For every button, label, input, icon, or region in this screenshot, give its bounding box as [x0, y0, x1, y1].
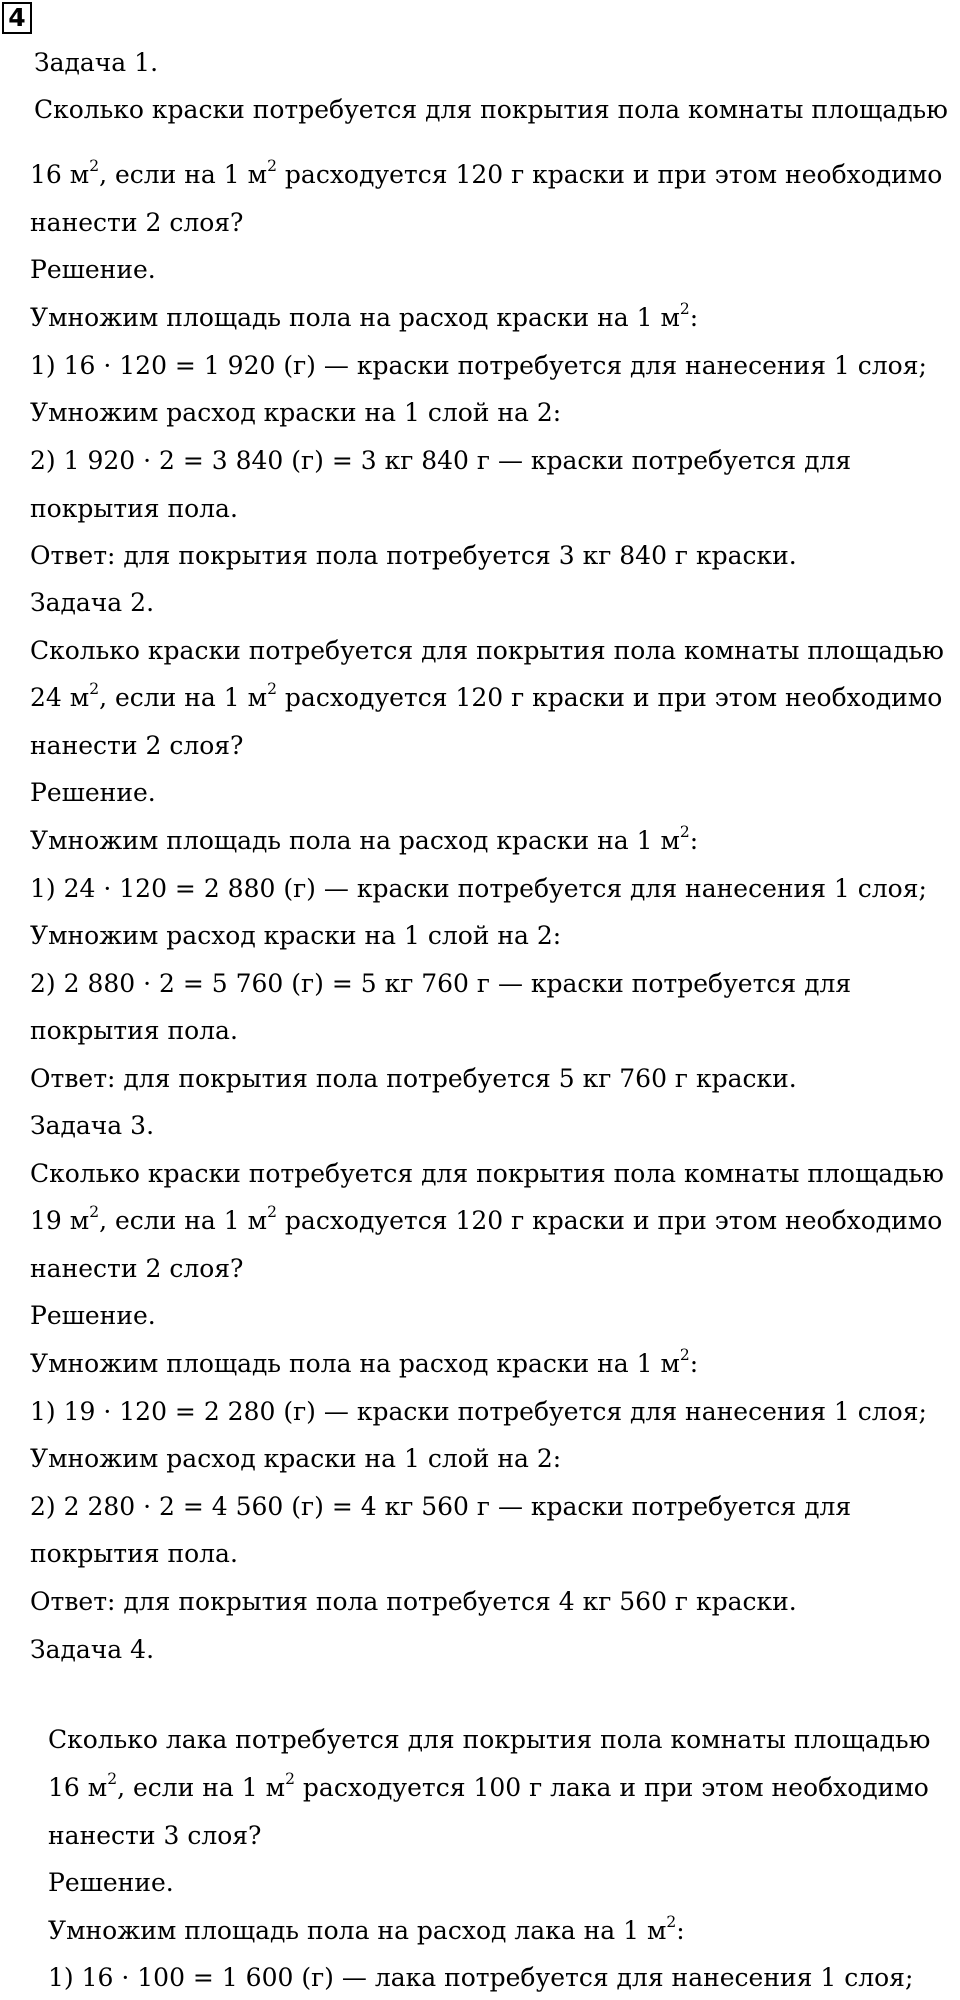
task-4-step-1: 1) 16 · 100 = 1 600 (г) — лака потребуется для нанесения 1 слоя; [48, 1963, 914, 1992]
task-3-solution-label: Решение. [30, 1301, 156, 1330]
task-2-step-2-continued: покрытия пола. [30, 1016, 238, 1045]
task-1-step-2: 2) 1 920 · 2 = 3 840 (г) = 3 кг 840 г — краски потребуется для [30, 446, 852, 475]
task-4-title: Задача 4. [30, 1635, 155, 1664]
task-1-question-line-1: Сколько краски потребуется для покрытия пола комнаты площадью [34, 95, 948, 124]
task-3-question-line-1: Сколько краски потребуется для покрытия пола комнаты площадью [30, 1159, 944, 1188]
task-1-title: Задача 1. [34, 48, 159, 77]
task-1-step-1: 1) 16 · 120 = 1 920 (г) — краски потребуется для нанесения 1 слоя; [30, 351, 927, 380]
task-1-question-line-3: нанести 2 слоя? [30, 208, 244, 237]
task-3-answer: Ответ: для покрытия пола потребуется 4 кг 560 г краски. [30, 1587, 797, 1616]
task-1-solution-intro: Умножим площадь пола на расход краски на 1 $м^2$: [30, 300, 699, 332]
task-1-question-line-2: 16 $м^2$, если на 1 $м^2$ расходуется 120 г краски и при этом необходимо [30, 157, 943, 189]
task-2-solution-step-intro: Умножим расход краски на 1 слой на 2: [30, 921, 562, 950]
task-number-badge: 4 [2, 2, 32, 34]
task-3-step-1: 1) 19 · 120 = 2 280 (г) — краски потребуется для нанесения 1 слоя; [30, 1397, 927, 1426]
task-2-step-1: 1) 24 · 120 = 2 880 (г) — краски потребуется для нанесения 1 слоя; [30, 874, 927, 903]
task-2-title: Задача 2. [30, 588, 155, 617]
task-4-solution-intro: Умножим площадь пола на расход лака на 1 $м^2$: [48, 1913, 685, 1945]
task-3-step-2: 2) 2 280 · 2 = 4 560 (г) = 4 кг 560 г — краски потребуется для [30, 1492, 852, 1521]
task-2-question-line-2: 24 $м^2$, если на 1 $м^2$ расходуется 120 г краски и при этом необходимо [30, 680, 943, 712]
task-4-question-line-2: 16 $м^2$, если на 1 $м^2$ расходуется 100 г лака и при этом необходимо [48, 1770, 929, 1802]
task-2-solution-label: Решение. [30, 778, 156, 807]
task-4-question-line-1: Сколько лака потребуется для покрытия пола комнаты площадью [48, 1725, 931, 1754]
task-3-question-line-2: 19 $м^2$, если на 1 $м^2$ расходуется 120 г краски и при этом необходимо [30, 1203, 943, 1235]
task-2-step-2: 2) 2 880 · 2 = 5 760 (г) = 5 кг 760 г — краски потребуется для [30, 969, 852, 998]
task-4-question-line-3: нанести 3 слоя? [48, 1821, 262, 1850]
task-2-answer: Ответ: для покрытия пола потребуется 5 кг 760 г краски. [30, 1064, 797, 1093]
task-3-step-2-continued: покрытия пола. [30, 1539, 238, 1568]
task-4-solution-label: Решение. [48, 1868, 174, 1897]
task-2-solution-intro: Умножим площадь пола на расход краски на 1 $м^2$: [30, 823, 699, 855]
task-1-solution-step-intro: Умножим расход краски на 1 слой на 2: [30, 398, 562, 427]
task-1-step-2-continued: покрытия пола. [30, 494, 238, 523]
task-3-solution-intro: Умножим площадь пола на расход краски на 1 $м^2$: [30, 1346, 699, 1378]
task-3-question-line-3: нанести 2 слоя? [30, 1254, 244, 1283]
task-2-question-line-1: Сколько краски потребуется для покрытия пола комнаты площадью [30, 636, 944, 665]
task-3-solution-step-intro: Умножим расход краски на 1 слой на 2: [30, 1444, 562, 1473]
task-1-answer: Ответ: для покрытия пола потребуется 3 кг 840 г краски. [30, 541, 797, 570]
task-1-solution-label: Решение. [30, 255, 156, 284]
task-2-question-line-3: нанести 2 слоя? [30, 731, 244, 760]
task-3-title: Задача 3. [30, 1111, 155, 1140]
